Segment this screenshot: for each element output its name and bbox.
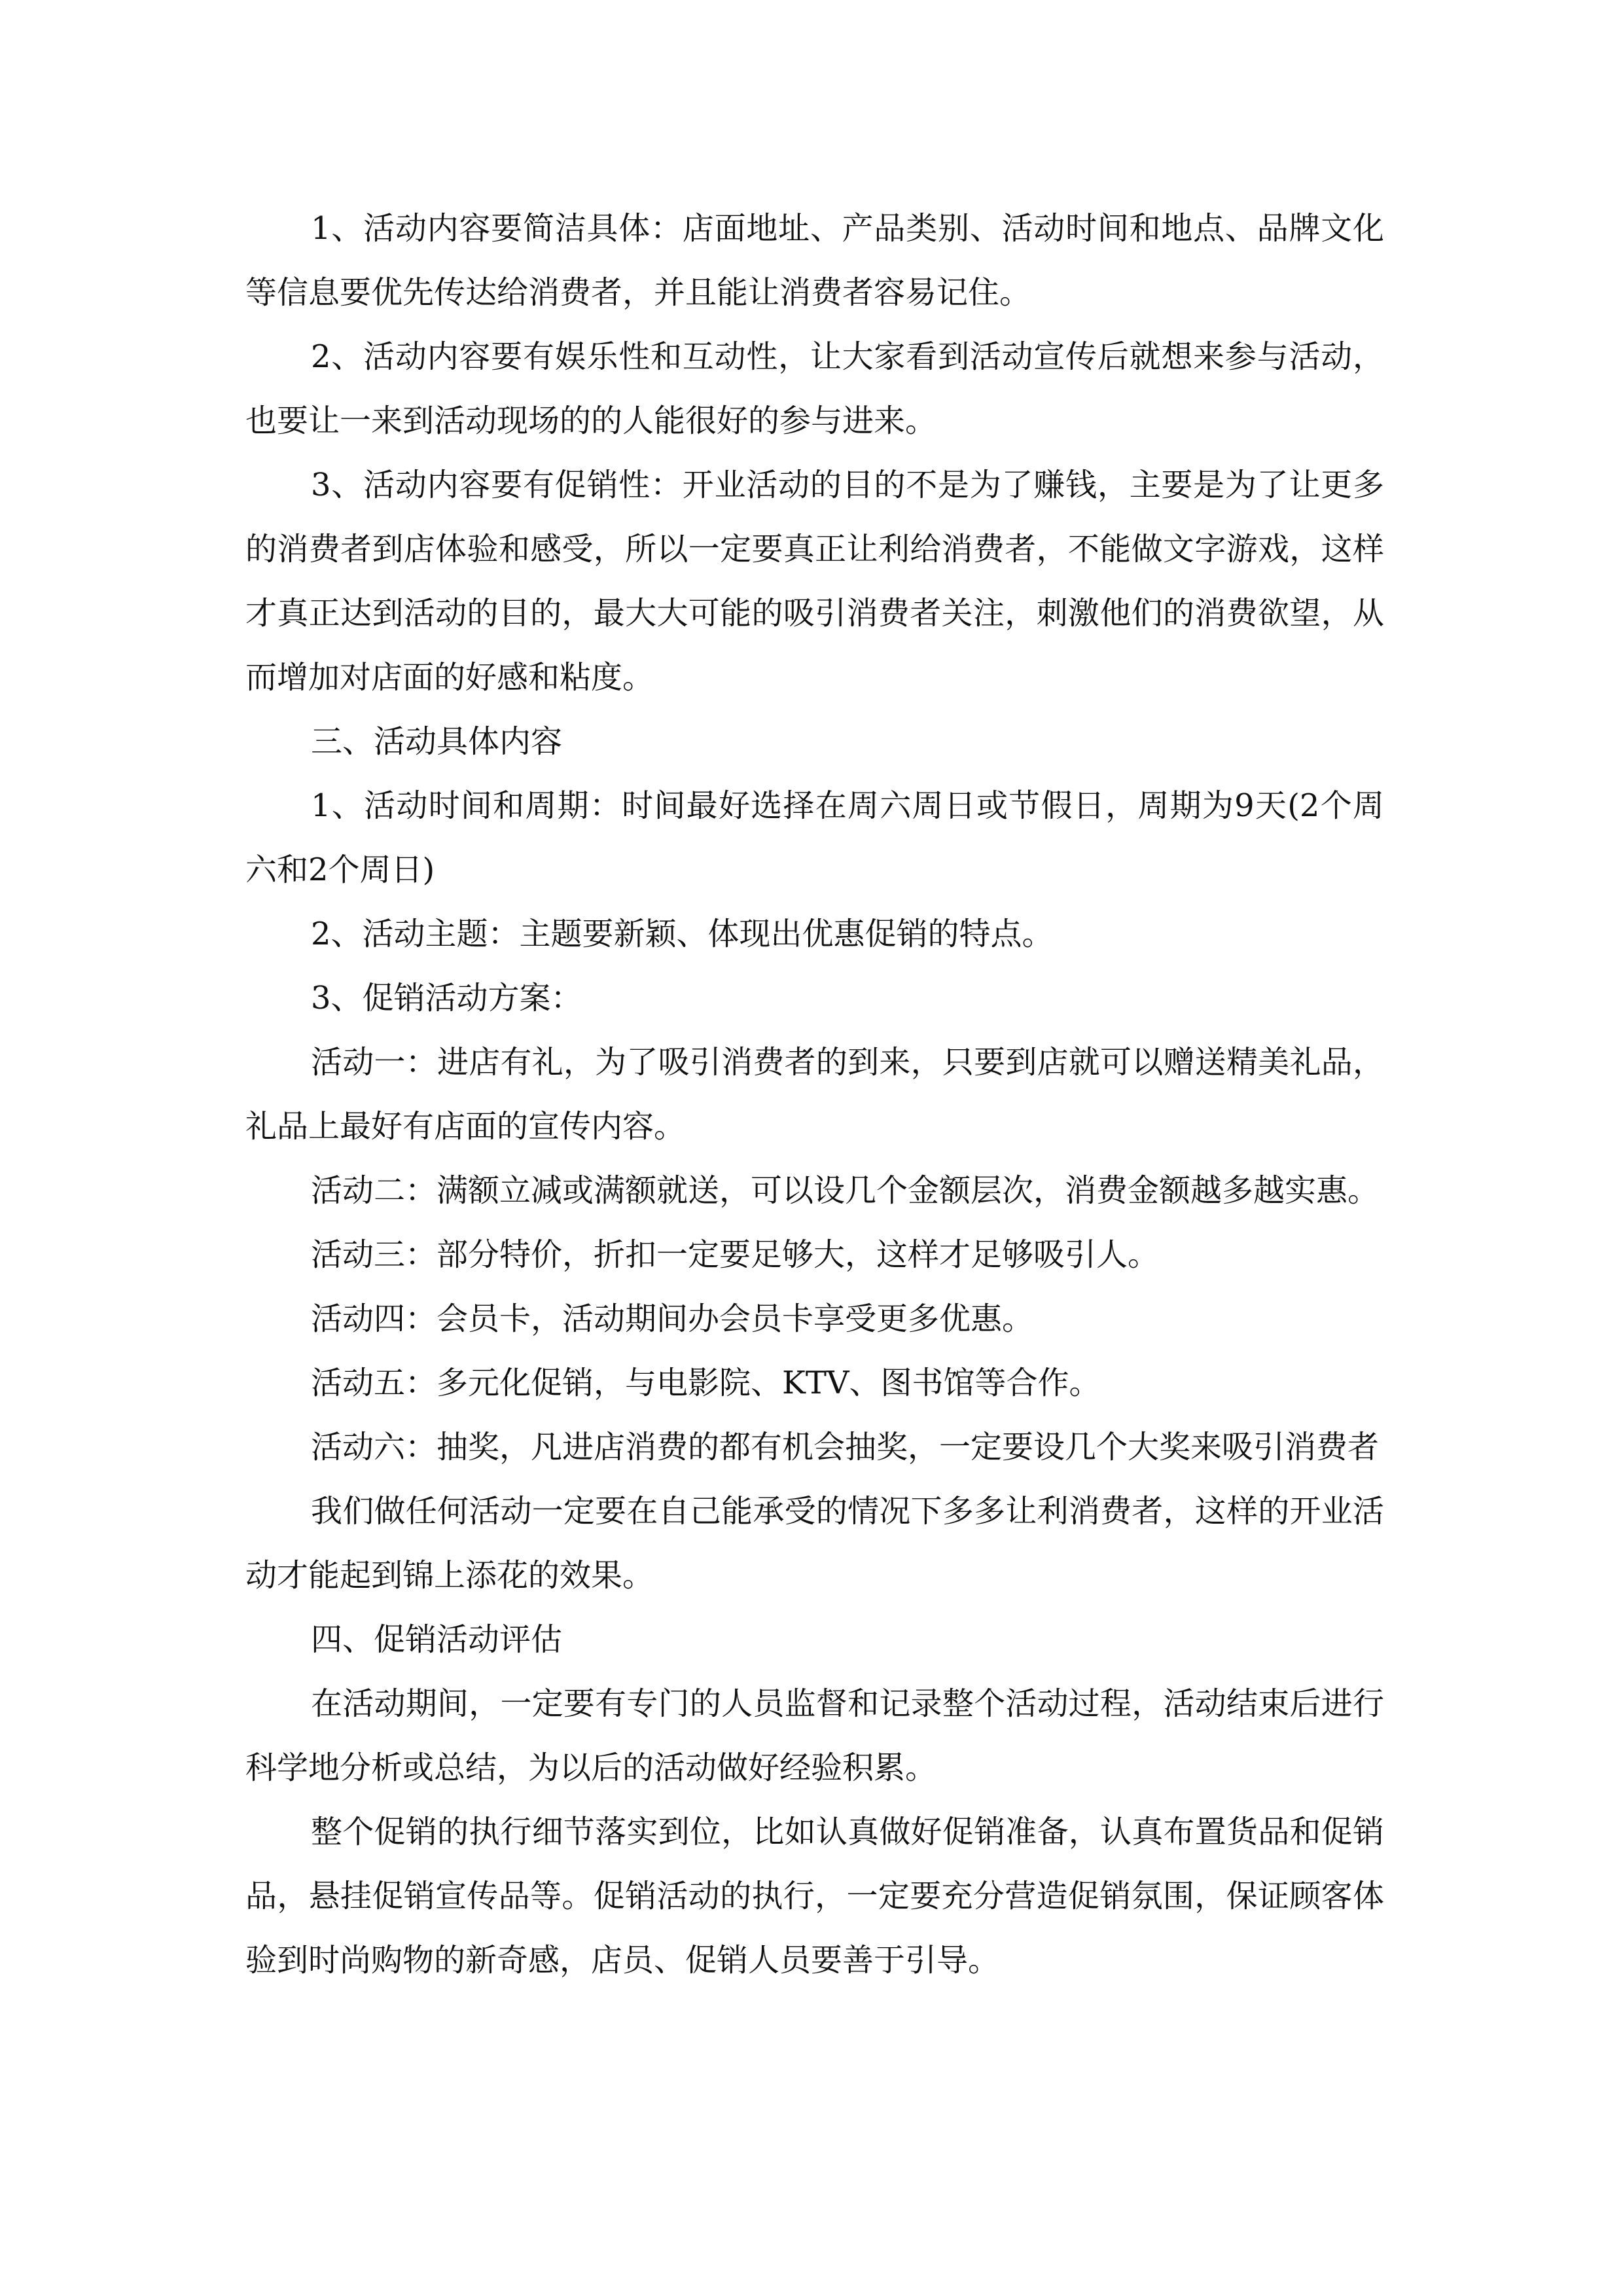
paragraph: 3、促销活动方案：: [311, 980, 582, 1016]
paragraph: 我们做任何活动一定要在自己能承受的情况下多多让利消费者，这样的开业活动才能起到锦上添花的效果。: [245, 1493, 1384, 1594]
paragraph: 活动五：多元化促销，与电影院、KTV、图书馆等合作。: [311, 1365, 1101, 1401]
document-body: [245, 196, 1384, 1992]
paragraph: 2、活动主题：主题要新颖、体现出优惠促销的特点。: [311, 916, 1054, 952]
paragraph: 活动二：满额立减或满额就送，可以设几个金额层次，消费金额越多越实惠。: [311, 1172, 1380, 1209]
section-heading: 三、活动具体内容: [311, 723, 563, 760]
paragraph: 活动六：抽奖，凡进店消费的都有机会抽奖，一定要设几个大奖来吸引消费者: [311, 1429, 1380, 1465]
paragraph: 2、活动内容要有娱乐性和互动性，让大家看到活动宣传后就想来参与活动，也要让一来到活动现场的的人能很好的参与进来。: [245, 338, 1384, 439]
paragraph: 整个促销的执行细节落实到位，比如认真做好促销准备，认真布置货品和促销品，悬挂促销宣传品等。促销活动的执行，一定要充分营造促销氛围，保证顾客体验到时尚购物的新奇感，店员、促销人员要善于引导。: [245, 1814, 1384, 1979]
paragraph: 3、活动内容要有促销性：开业活动的目的不是为了赚钱，主要是为了让更多的消费者到店体验和感受，所以一定要真正让利给消费者，不能做文字游戏，这样才真正达到活动的目的，最大大可能的吸引消费者关注，刺激他们的消费欲望，从而增加对店面的好感和粘度。: [245, 467, 1384, 696]
paragraph: 活动三：部分特价，折扣一定要足够大，这样才足够吸引人。: [311, 1236, 1160, 1273]
paragraph: 1、活动时间和周期：时间最好选择在周六周日或节假日，周期为9天(2个周六和2个周日): [245, 787, 1384, 888]
paragraph: 1、活动内容要简洁具体：店面地址、产品类别、活动时间和地点、品牌文化等信息要优先传达给消费者，并且能让消费者容易记住。: [245, 210, 1384, 311]
paragraph: 在活动期间，一定要有专门的人员监督和记录整个活动过程，活动结束后进行科学地分析或总结，为以后的活动做好经验积累。: [245, 1685, 1384, 1786]
paragraph: 活动一：进店有礼，为了吸引消费者的到来，只要到店就可以赠送精美礼品，礼品上最好有店面的宣传内容。: [245, 1044, 1384, 1145]
section-heading: 四、促销活动评估: [311, 1621, 563, 1658]
paragraph: 活动四：会员卡，活动期间办会员卡享受更多优惠。: [311, 1300, 1034, 1337]
